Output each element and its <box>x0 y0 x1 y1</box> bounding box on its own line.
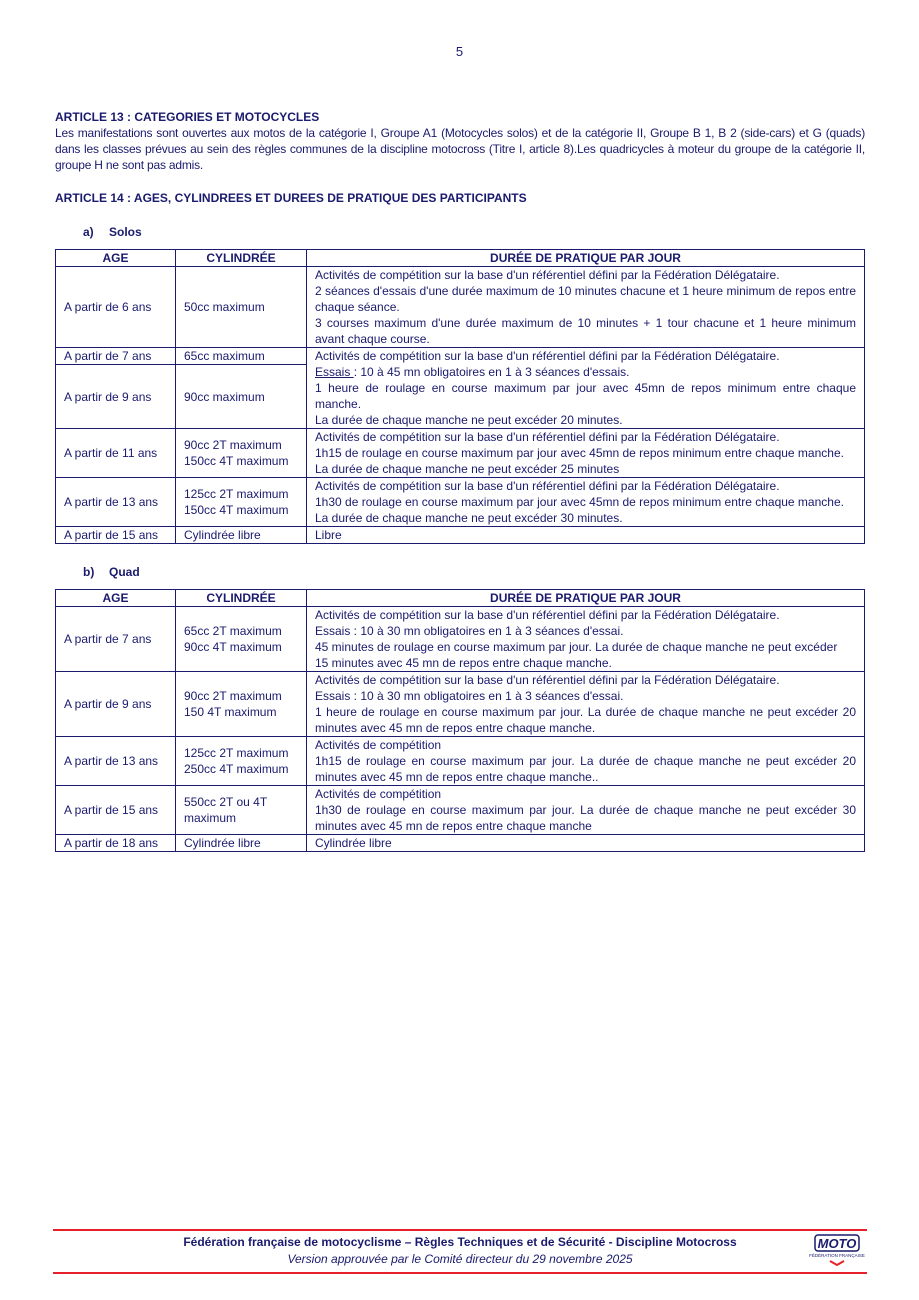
cylindree-value: 65cc maximum <box>184 349 265 363</box>
duree-cell <box>307 429 865 478</box>
duree-line: Cylindrée libre <box>315 836 392 850</box>
table-row <box>56 348 865 365</box>
age-cell: A partir de 15 ans <box>56 786 176 835</box>
footer-top-rule <box>53 1229 867 1231</box>
table-row <box>56 672 865 737</box>
page-content <box>55 109 865 852</box>
duree-line: 1h15 de roulage en course maximum par jour. La durée de chaque manche ne peut excéder 20 minutes avec 45 mn de repos entre chaque manche.. <box>315 754 856 784</box>
duree-line: Activités de compétition sur la base d'un référentiel défini par la Fédération Délégataire. <box>315 673 780 687</box>
section-solos-title: Solos <box>109 225 142 239</box>
table-header-row <box>56 250 865 267</box>
cylindree-value: Cylindrée libre <box>184 836 261 850</box>
duree-cell <box>307 672 865 737</box>
header-age: AGE <box>56 590 176 607</box>
footer-title: Fédération française de motocyclisme – Règles Techniques et de Sécurité - Discipline Motocross <box>183 1235 737 1249</box>
duree-line: Essais : 10 à 30 mn obligatoires en 1 à 3 séances d'essai. <box>315 689 624 703</box>
age-cell: A partir de 7 ans <box>56 348 176 365</box>
cylindree-cell <box>176 478 307 527</box>
age-cell: A partir de 9 ans <box>56 672 176 737</box>
header-age: AGE <box>56 250 176 267</box>
footer-bottom-rule <box>53 1272 867 1274</box>
duree-line: Activités de compétition <box>315 787 442 801</box>
section-solos-heading <box>83 224 865 240</box>
header-cylindree: CYLINDRÉE <box>176 250 307 267</box>
duree-line: Activités de compétition sur la base d'un référentiel défini par la Fédération Délégataire. <box>315 349 780 363</box>
cylindree-value: 550cc 2T ou 4T maximum <box>184 795 267 825</box>
duree-cell <box>307 267 865 348</box>
duree-cell <box>307 527 865 544</box>
header-cylindree: CYLINDRÉE <box>176 590 307 607</box>
table-header-row <box>56 590 865 607</box>
quad-table <box>55 589 865 852</box>
table-row <box>56 267 865 348</box>
duree-line: Activités de compétition <box>315 738 442 752</box>
duree-line: Essais : 10 à 30 mn obligatoires en 1 à 3 séances d'essai. <box>315 624 624 638</box>
duree-line: 1h15 de roulage en course maximum par jour avec 45mn de repos minimum entre chaque manche. <box>315 446 844 460</box>
cylindree-value: 125cc 2T maximum <box>184 746 289 760</box>
essais-text: : 10 à 45 mn obligatoires en 1 à 3 séances d'essais. <box>353 365 630 379</box>
ffm-logo-icon <box>809 1233 865 1269</box>
cylindree-cell <box>176 267 307 348</box>
header-duree: DURÉE DE PRATIQUE PAR JOUR <box>307 250 865 267</box>
age-cell: A partir de 18 ans <box>56 835 176 852</box>
duree-line: Libre <box>315 528 342 542</box>
table-row <box>56 835 865 852</box>
table-row <box>56 607 865 672</box>
cylindree-cell <box>176 607 307 672</box>
section-quad-label: b) <box>83 565 95 579</box>
header-duree: DURÉE DE PRATIQUE PAR JOUR <box>307 590 865 607</box>
duree-line: 3 courses maximum d'une durée maximum de 10 minutes + 1 tour chacune et 1 heure minimum avant chaque course. <box>315 316 856 346</box>
cylindree-cell <box>176 429 307 478</box>
table-row <box>56 737 865 786</box>
duree-cell <box>307 348 865 429</box>
duree-cell <box>307 835 865 852</box>
cylindree-value: 90cc 2T maximum <box>184 438 282 452</box>
cylindree-value: 90cc 4T maximum <box>184 640 282 654</box>
duree-cell <box>307 786 865 835</box>
duree-line: La durée de chaque manche ne peut excéder 30 minutes. <box>315 511 623 525</box>
duree-line: 2 séances d'essais d'une durée maximum de 10 minutes chacune et 1 heure minimum de repos entre chaque séance. <box>315 284 856 314</box>
duree-line: 1 heure de roulage en course maximum par jour avec 45mn de repos minimum entre chaque manche. <box>315 381 856 411</box>
article-13-title: ARTICLE 13 : CATEGORIES ET MOTOCYCLES <box>55 110 320 124</box>
article-13-text: Les manifestations sont ouvertes aux motos de la catégorie I, Groupe A1 (Motocycles solos) et de la catégorie II, Groupe B 1, B 2 (side-cars) et G (quads) dans les classes prévues au sein des règles communes de la discipline motocross (Titre I, article 8).Les quadricycles à moteur du groupe de la catégorie II, groupe H ne sont pas admis. <box>55 126 865 172</box>
section-solos-label: a) <box>83 225 94 239</box>
duree-line: 15 minutes avec 45 mn de repos entre chaque manche. <box>315 656 612 670</box>
duree-cell <box>307 737 865 786</box>
article-14-title: ARTICLE 14 : AGES, CYLINDREES ET DUREES DE PRATIQUE DES PARTICIPANTS <box>55 191 527 205</box>
duree-line: Activités de compétition sur la base d'un référentiel défini par la Fédération Délégataire. <box>315 479 780 493</box>
cylindree-cell <box>176 786 307 835</box>
duree-line: 1h30 de roulage en course maximum par jour. La durée de chaque manche ne peut excéder 30 minutes avec 45 mn de repos entre chaque manche <box>315 803 856 833</box>
duree-line: Activités de compétition sur la base d'un référentiel défini par la Fédération Délégataire. <box>315 268 780 282</box>
page-number: 5 <box>455 44 464 59</box>
cylindree-cell <box>176 348 307 365</box>
footer <box>55 1234 865 1268</box>
cylindree-value: 65cc 2T maximum <box>184 624 282 638</box>
cylindree-cell <box>176 737 307 786</box>
duree-line: 45 minutes de roulage en course maximum par jour. La durée de chaque manche ne peut excéder <box>315 640 838 654</box>
duree-line <box>315 364 856 380</box>
footer-version: Version approuvée par le Comité directeur du 29 novembre 2025 <box>287 1252 633 1266</box>
cylindree-cell <box>176 835 307 852</box>
logo-subtext: FÉDÉRATION FRANÇAISE <box>809 1253 865 1258</box>
duree-line: 1h30 de roulage en course maximum par jour avec 45mn de repos minimum entre chaque manche. <box>315 495 844 509</box>
cylindree-cell <box>176 527 307 544</box>
cylindree-value: Cylindrée libre <box>184 528 261 542</box>
duree-line: La durée de chaque manche ne peut excéder 25 minutes <box>315 462 620 476</box>
cylindree-cell <box>176 365 307 429</box>
age-cell: A partir de 13 ans <box>56 737 176 786</box>
table-row <box>56 429 865 478</box>
age-cell: A partir de 11 ans <box>56 429 176 478</box>
cylindree-value: 150cc 4T maximum <box>184 503 289 517</box>
cylindree-value: 250cc 4T maximum <box>184 762 289 776</box>
logo-text: MOTO <box>817 1236 857 1251</box>
age-cell: A partir de 7 ans <box>56 607 176 672</box>
cylindree-value: 150 4T maximum <box>184 705 277 719</box>
duree-line: Activités de compétition sur la base d'un référentiel défini par la Fédération Délégataire. <box>315 608 780 622</box>
essais-label: Essais <box>315 365 354 379</box>
age-cell: A partir de 13 ans <box>56 478 176 527</box>
cylindree-value: 90cc 2T maximum <box>184 689 282 703</box>
duree-cell <box>307 478 865 527</box>
section-quad-title: Quad <box>109 565 140 579</box>
section-quad-heading <box>83 564 865 580</box>
duree-line: 1 heure de roulage en course maximum par jour. La durée de chaque manche ne peut excéder 20 minutes avec 45 mn de repos entre chaque manche. <box>315 705 856 735</box>
table-row <box>56 478 865 527</box>
duree-line: La durée de chaque manche ne peut excéder 20 minutes. <box>315 413 623 427</box>
cylindree-value: 125cc 2T maximum <box>184 487 289 501</box>
cylindree-cell <box>176 672 307 737</box>
solos-table <box>55 249 865 544</box>
cylindree-value: 150cc 4T maximum <box>184 454 289 468</box>
age-cell: A partir de 15 ans <box>56 527 176 544</box>
age-cell: A partir de 9 ans <box>56 365 176 429</box>
cylindree-value: 50cc maximum <box>184 300 265 314</box>
table-row <box>56 527 865 544</box>
age-cell: A partir de 6 ans <box>56 267 176 348</box>
table-row <box>56 786 865 835</box>
cylindree-value: 90cc maximum <box>184 389 265 404</box>
duree-cell <box>307 607 865 672</box>
duree-line: Activités de compétition sur la base d'un référentiel défini par la Fédération Délégataire. <box>315 430 780 444</box>
